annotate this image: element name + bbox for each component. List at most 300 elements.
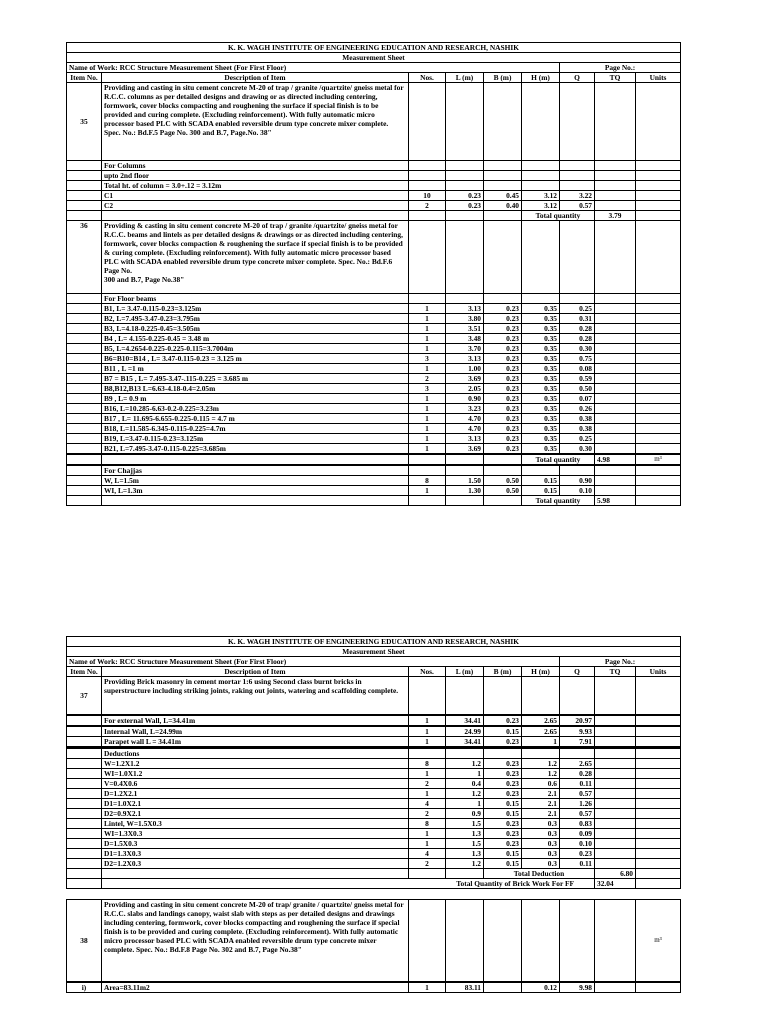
row-b: 0.15 — [484, 859, 522, 869]
row-q: 0.75 — [560, 354, 595, 364]
row-b: 0.23 — [484, 394, 522, 404]
table-row — [67, 384, 681, 394]
row-l: 1.3 — [446, 849, 484, 859]
row-tq — [595, 384, 636, 394]
page-no: Page No.: — [560, 63, 681, 73]
col-tq: TQ — [595, 667, 636, 677]
row-blank — [67, 414, 102, 424]
row-tq — [595, 314, 636, 324]
row-l: 0.9 — [446, 809, 484, 819]
row-nos: 1 — [409, 404, 446, 414]
row-desc: B7 = B15 , L= 7.495-3.47-.115-0.225 = 3.685 m — [102, 374, 409, 384]
row-blank — [67, 769, 102, 779]
row-blank — [67, 334, 102, 344]
col-nos: Nos. — [409, 73, 446, 83]
row-desc: B16, L=10.285-6.63-0.2-0.225=3.23m — [102, 404, 409, 414]
table-row — [67, 809, 681, 819]
row-q: 0.28 — [560, 334, 595, 344]
row-l: 1.00 — [446, 364, 484, 374]
row-tq — [595, 404, 636, 414]
col-q: Q — [560, 73, 595, 83]
row-h: 1.2 — [522, 769, 560, 779]
row-desc: B1, L= 3.47-0.115-0.23=3.125m — [102, 304, 409, 314]
col-b: B (m) — [484, 667, 522, 677]
sheet-2-table — [66, 636, 681, 993]
row-units — [636, 414, 681, 424]
table-row — [67, 414, 681, 424]
table-row — [67, 859, 681, 869]
row-blank — [67, 859, 102, 869]
row-tq — [595, 364, 636, 374]
item-description: Providing and casting in situ cement concrete M-20 of trap/ granite / quartzite/ gneiss metal for R.C.C. slabs and landings canopy, waist slab with steps as per detailed designs and drawings including centering, formwork, cover blocks compacting and roughening the surface if special finish is to be provided and curing complete. (Excluding reinforcement). With fully automatic micro processor based PLC with SCADA enabled reversible drum type concrete mixer complete. Spec. No.: Bd.F.8 Page No. 302 and B.7, Page No.38" — [102, 900, 409, 982]
row-b: 0.23 — [484, 819, 522, 829]
row-l: 3.48 — [446, 334, 484, 344]
table-row — [67, 799, 681, 809]
table-row — [67, 191, 681, 201]
row-nos: 2 — [409, 809, 446, 819]
row-nos: 1 — [409, 344, 446, 354]
col-h: H (m) — [522, 73, 560, 83]
deduction-rows — [67, 759, 681, 869]
institute-title: K. K. WAGH INSTITUTE OF ENGINEERING EDUCATION AND RESEARCH, NASHIK — [67, 637, 681, 647]
col-units: Units — [636, 73, 681, 83]
row-tq — [595, 444, 636, 454]
row-units — [636, 727, 681, 737]
table-row — [67, 716, 681, 726]
row-b: 0.15 — [484, 809, 522, 819]
row-tq — [595, 304, 636, 314]
row-l: 0.90 — [446, 394, 484, 404]
total-deduction-label: Total Deduction — [484, 869, 595, 879]
row-units — [636, 716, 681, 726]
table-row — [67, 201, 681, 211]
item-description: Providing and casting in situ cement concrete M-20 of trap / granite /quartzite/ gneiss metal for R.C.C. columns as per detailed designs and drawing or as directed including centering, formwork, cover blocks compacting and roughening the surface if special finish is to be provided and curing complete. (Excluding reinforcement). With fully automatic micro processor based PLC with SCADA enabled reversible drum type concrete mixer complete. Spec. No.: Bd.F.5 Page No. 300 and B.7, Page.No. 38" — [102, 83, 409, 161]
row-blank — [67, 819, 102, 829]
row-q: 0.57 — [560, 201, 595, 211]
row-b: 0.23 — [484, 716, 522, 726]
sheet-title: Measurement Sheet — [67, 647, 681, 657]
row-desc: V=0.4X0.6 — [102, 779, 409, 789]
row-b: 0.15 — [484, 799, 522, 809]
unit: m³ — [636, 900, 681, 982]
row-desc: WI, L=1.3m — [102, 486, 409, 496]
col-q: Q — [560, 667, 595, 677]
row-desc: B18, L=11.585-6.345-0.115-0.225=4.7m — [102, 424, 409, 434]
row-tq — [595, 849, 636, 859]
row-l: 3.51 — [446, 324, 484, 334]
row-h: 2.1 — [522, 799, 560, 809]
col-units: Units — [636, 667, 681, 677]
row-desc: Internal Wall, L=24.99m — [102, 727, 409, 737]
row-nos: 1 — [409, 486, 446, 496]
col-l: L (m) — [446, 73, 484, 83]
row-nos: 2 — [409, 779, 446, 789]
table-row — [67, 849, 681, 859]
row-nos: 10 — [409, 191, 446, 201]
row-desc: B11 , L =1 m — [102, 364, 409, 374]
row-desc: For external Wall, L=34.41m — [102, 716, 409, 726]
row-blank — [67, 434, 102, 444]
row-l: 83.11 — [446, 983, 484, 993]
row-nos: 8 — [409, 476, 446, 486]
row-desc: C1 — [102, 191, 409, 201]
row-l: 1.2 — [446, 789, 484, 799]
row-tq — [595, 727, 636, 737]
section-label: Deductions — [102, 749, 409, 759]
row-tq — [595, 374, 636, 384]
row-desc: WI=1.0X1.2 — [102, 769, 409, 779]
row-units — [636, 769, 681, 779]
row-b: 0.50 — [484, 476, 522, 486]
row-b: 0.23 — [484, 324, 522, 334]
row-desc: B4 , L= 4.155-0.225-0.45 = 3.48 m — [102, 334, 409, 344]
row-blank — [67, 476, 102, 486]
table-row — [67, 829, 681, 839]
work-name: Name of Work: RCC Structure Measurement Sheet (For First Floor) — [67, 657, 560, 667]
row-b: 0.23 — [484, 314, 522, 324]
row-q: 20.97 — [560, 716, 595, 726]
row-q: 3.22 — [560, 191, 595, 201]
row-q: 0.30 — [560, 344, 595, 354]
row-h: 0.35 — [522, 444, 560, 454]
row-h: 0.35 — [522, 374, 560, 384]
row-b: 0.23 — [484, 414, 522, 424]
row-units — [636, 859, 681, 869]
chajja-rows — [67, 476, 681, 496]
table-row — [67, 727, 681, 737]
row-desc: B9 , L= 0.9 m — [102, 394, 409, 404]
table-row — [67, 354, 681, 364]
row-desc: Lintel, W=1.5X0.3 — [102, 819, 409, 829]
row-q: 0.25 — [560, 304, 595, 314]
row-nos: 1 — [409, 324, 446, 334]
row-units — [636, 819, 681, 829]
row-tq — [595, 354, 636, 364]
row-q: 0.30 — [560, 444, 595, 454]
row-q: 0.38 — [560, 424, 595, 434]
row-blank — [67, 191, 102, 201]
row-q: 0.90 — [560, 476, 595, 486]
table-row — [67, 779, 681, 789]
row-blank — [67, 344, 102, 354]
row-q: 0.28 — [560, 324, 595, 334]
row-desc: B3, L=4.18-0.225-0.45=3.505m — [102, 324, 409, 334]
total-deduction-value: 6.80 — [595, 869, 636, 879]
row-nos: 2 — [409, 859, 446, 869]
row-tq — [595, 737, 636, 747]
row-q: 0.26 — [560, 404, 595, 414]
row-blank — [67, 384, 102, 394]
row-units — [636, 344, 681, 354]
row-units — [636, 424, 681, 434]
row-blank — [67, 404, 102, 414]
row-tq — [595, 486, 636, 496]
row-desc: B17 , L= 11.695-6.655-0.225-0.115 = 4.7 m — [102, 414, 409, 424]
row-tq — [595, 859, 636, 869]
row-nos: 4 — [409, 799, 446, 809]
row-h: 0.35 — [522, 354, 560, 364]
item-description-text: Providing & casting in situ cement concrete M-20 of trap / granite /quartzite/ gneiss metal for R.C.C. beams and lintels as per detailed designs & drawings or as directed including centering, formwork, cover blocks compaction & roughening the surface if special finish is to be provided & curing complete. (Excluding reinforcement). With fully automatic micro processor based PLC with SCADA enabled reversible drum type concrete mixer complete. Spec. No.: Bd.F.6 Page No. — [104, 221, 403, 275]
row-l: 4.70 — [446, 414, 484, 424]
row-h: 0.12 — [522, 983, 560, 993]
row-h: 0.35 — [522, 334, 560, 344]
row-tq — [595, 759, 636, 769]
row-h: 3.12 — [522, 191, 560, 201]
row-h: 1.2 — [522, 759, 560, 769]
row-blank — [67, 779, 102, 789]
total-brick-value: 32.04 — [595, 879, 636, 889]
table-row — [67, 434, 681, 444]
row-blank — [67, 737, 102, 747]
row-b: 0.23 — [484, 374, 522, 384]
row-l: 3.80 — [446, 314, 484, 324]
table-row — [67, 839, 681, 849]
row-units — [636, 779, 681, 789]
row-nos: 8 — [409, 759, 446, 769]
row-h: 0.35 — [522, 434, 560, 444]
row-units — [636, 434, 681, 444]
table-row — [67, 819, 681, 829]
row-tq — [595, 191, 636, 201]
row-q: 0.57 — [560, 809, 595, 819]
row-units — [636, 476, 681, 486]
row-blank — [67, 809, 102, 819]
row-units — [636, 444, 681, 454]
row-q: 0.83 — [560, 819, 595, 829]
row-b: 0.45 — [484, 191, 522, 201]
row-nos: 1 — [409, 839, 446, 849]
row-desc: B19, L=3.47-0.115-0.23=3.125m — [102, 434, 409, 444]
col-item: Item No. — [67, 667, 102, 677]
row-h: 0.3 — [522, 839, 560, 849]
row-units — [636, 334, 681, 344]
row-tq — [595, 424, 636, 434]
row-b: 0.15 — [484, 849, 522, 859]
col-l: L (m) — [446, 667, 484, 677]
table-row — [67, 404, 681, 414]
row-b: 0.23 — [484, 434, 522, 444]
row-b: 0.23 — [484, 839, 522, 849]
row-units — [636, 314, 681, 324]
row-l: 1.30 — [446, 486, 484, 496]
col-desc: Description of Item — [102, 667, 409, 677]
row-desc: WI=1.3X0.3 — [102, 829, 409, 839]
row-b: 0.40 — [484, 201, 522, 211]
row-q: 1.26 — [560, 799, 595, 809]
row-b: 0.23 — [484, 769, 522, 779]
external-wall-row — [67, 716, 681, 726]
row-tq — [595, 829, 636, 839]
table-row — [67, 486, 681, 496]
row-h: 2.65 — [522, 716, 560, 726]
row-l: 3.13 — [446, 354, 484, 364]
row-units — [636, 849, 681, 859]
row-units — [636, 404, 681, 414]
row-units — [636, 384, 681, 394]
row-desc: D1=1.3X0.3 — [102, 849, 409, 859]
row-h: 0.3 — [522, 819, 560, 829]
row-h: 2.1 — [522, 789, 560, 799]
row-b: 0.23 — [484, 344, 522, 354]
row-l: 0.4 — [446, 779, 484, 789]
row-h: 0.35 — [522, 404, 560, 414]
row-nos: 1 — [409, 424, 446, 434]
row-h: 0.15 — [522, 476, 560, 486]
note: For Columns — [102, 161, 409, 171]
row-b: 0.23 — [484, 789, 522, 799]
row-tq — [595, 819, 636, 829]
row-q: 0.28 — [560, 769, 595, 779]
work-name: Name of Work: RCC Structure Measurement Sheet (For First Floor) — [67, 63, 560, 73]
table-row — [67, 476, 681, 486]
row-l: 1.5 — [446, 819, 484, 829]
row-q: 0.25 — [560, 434, 595, 444]
col-tq: TQ — [595, 73, 636, 83]
row-l: 1.50 — [446, 476, 484, 486]
table-row — [67, 334, 681, 344]
row-units — [636, 789, 681, 799]
row-l: 1.2 — [446, 859, 484, 869]
row-desc: Parapet wall L = 34.41m — [102, 737, 409, 747]
row-tq — [595, 789, 636, 799]
row-units — [636, 809, 681, 819]
row-q: 0.11 — [560, 859, 595, 869]
row-h: 2.65 — [522, 727, 560, 737]
row-tq — [595, 769, 636, 779]
row-b: 0.23 — [484, 384, 522, 394]
row-h: 0.35 — [522, 314, 560, 324]
row-l: 3.23 — [446, 404, 484, 414]
table-row — [67, 364, 681, 374]
row-units — [636, 201, 681, 211]
row-l: 1.3 — [446, 829, 484, 839]
row-b: 0.23 — [484, 424, 522, 434]
table-row — [67, 789, 681, 799]
row-tq — [595, 809, 636, 819]
row-blank — [67, 799, 102, 809]
row-q: 0.59 — [560, 374, 595, 384]
row-desc: D2=1.2X0.3 — [102, 859, 409, 869]
row-l: 34.41 — [446, 716, 484, 726]
table-row — [67, 394, 681, 404]
row-h: 3.12 — [522, 201, 560, 211]
row-tq — [595, 344, 636, 354]
row-h: 2.1 — [522, 809, 560, 819]
row-nos: 1 — [409, 314, 446, 324]
row-units — [636, 737, 681, 747]
row-b: 0.23 — [484, 354, 522, 364]
sheet-1-table — [66, 42, 681, 506]
row-blank — [67, 394, 102, 404]
row-nos: 2 — [409, 201, 446, 211]
row-blank — [67, 201, 102, 211]
row-tq — [595, 394, 636, 404]
col-nos: Nos. — [409, 667, 446, 677]
row-blank — [67, 324, 102, 334]
row-l: 1.2 — [446, 759, 484, 769]
row-units — [636, 374, 681, 384]
row-l: 3.69 — [446, 374, 484, 384]
row-h: 0.35 — [522, 304, 560, 314]
row-l: 0.23 — [446, 201, 484, 211]
row-h: 0.3 — [522, 829, 560, 839]
item36-rows — [67, 304, 681, 454]
item-no: 36 — [67, 221, 102, 294]
row-q: 0.31 — [560, 314, 595, 324]
row-nos: 1 — [409, 829, 446, 839]
row-b: 0.23 — [484, 737, 522, 747]
table-row — [67, 769, 681, 779]
row-l: 3.69 — [446, 444, 484, 454]
section-label: For Chajjas — [102, 466, 409, 476]
row-l: 1 — [446, 799, 484, 809]
row-desc: D1=1.0X2.1 — [102, 799, 409, 809]
unit: m³ — [636, 455, 681, 465]
row-tq — [595, 799, 636, 809]
row-l: 3.13 — [446, 434, 484, 444]
row-desc: B6=B10=B14 , L= 3.47-0.115-0.23 = 3.125 m — [102, 354, 409, 364]
row-q: 0.23 — [560, 849, 595, 859]
row-b: 0.23 — [484, 364, 522, 374]
row-blank — [67, 849, 102, 859]
row-units — [636, 759, 681, 769]
row-b: 0.23 — [484, 444, 522, 454]
row-h: 0.35 — [522, 394, 560, 404]
row-l: 3.13 — [446, 304, 484, 314]
row-nos: 3 — [409, 384, 446, 394]
row-blank — [67, 727, 102, 737]
row-l: 1 — [446, 769, 484, 779]
total-quantity-label: Total quantity — [522, 211, 595, 221]
row-h: 0.15 — [522, 486, 560, 496]
row-desc: B8,B12,B13 L=6.63-4.18-0.4=2.05m — [102, 384, 409, 394]
row-q: 0.57 — [560, 789, 595, 799]
row-nos: 1 — [409, 983, 446, 993]
table-row — [67, 737, 681, 747]
row-units — [636, 829, 681, 839]
row-h: 0.35 — [522, 364, 560, 374]
row-units — [636, 191, 681, 201]
row-q: 0.09 — [560, 829, 595, 839]
table-row — [67, 344, 681, 354]
row-desc: D2=0.9X2.1 — [102, 809, 409, 819]
col-h: H (m) — [522, 667, 560, 677]
row-h: 1 — [522, 737, 560, 747]
row-tq — [595, 334, 636, 344]
row-b: 0.15 — [484, 727, 522, 737]
row-b: 0.23 — [484, 334, 522, 344]
row-nos: 1 — [409, 434, 446, 444]
table-row — [67, 374, 681, 384]
row-tq — [595, 779, 636, 789]
row-b: 0.50 — [484, 486, 522, 496]
row-q: 0.38 — [560, 414, 595, 424]
row-h: 0.35 — [522, 344, 560, 354]
row-tq — [595, 201, 636, 211]
col-desc: Description of Item — [102, 73, 409, 83]
row-l: 24.99 — [446, 727, 484, 737]
row-tq — [595, 434, 636, 444]
row-units — [636, 354, 681, 364]
row-l: 4.70 — [446, 424, 484, 434]
row-units — [636, 394, 681, 404]
item-no: 38 — [67, 900, 102, 982]
row-blank — [67, 304, 102, 314]
row-blank — [67, 486, 102, 496]
row-units — [636, 486, 681, 496]
row-units — [636, 304, 681, 314]
section-label: For Floor beams — [102, 294, 409, 304]
